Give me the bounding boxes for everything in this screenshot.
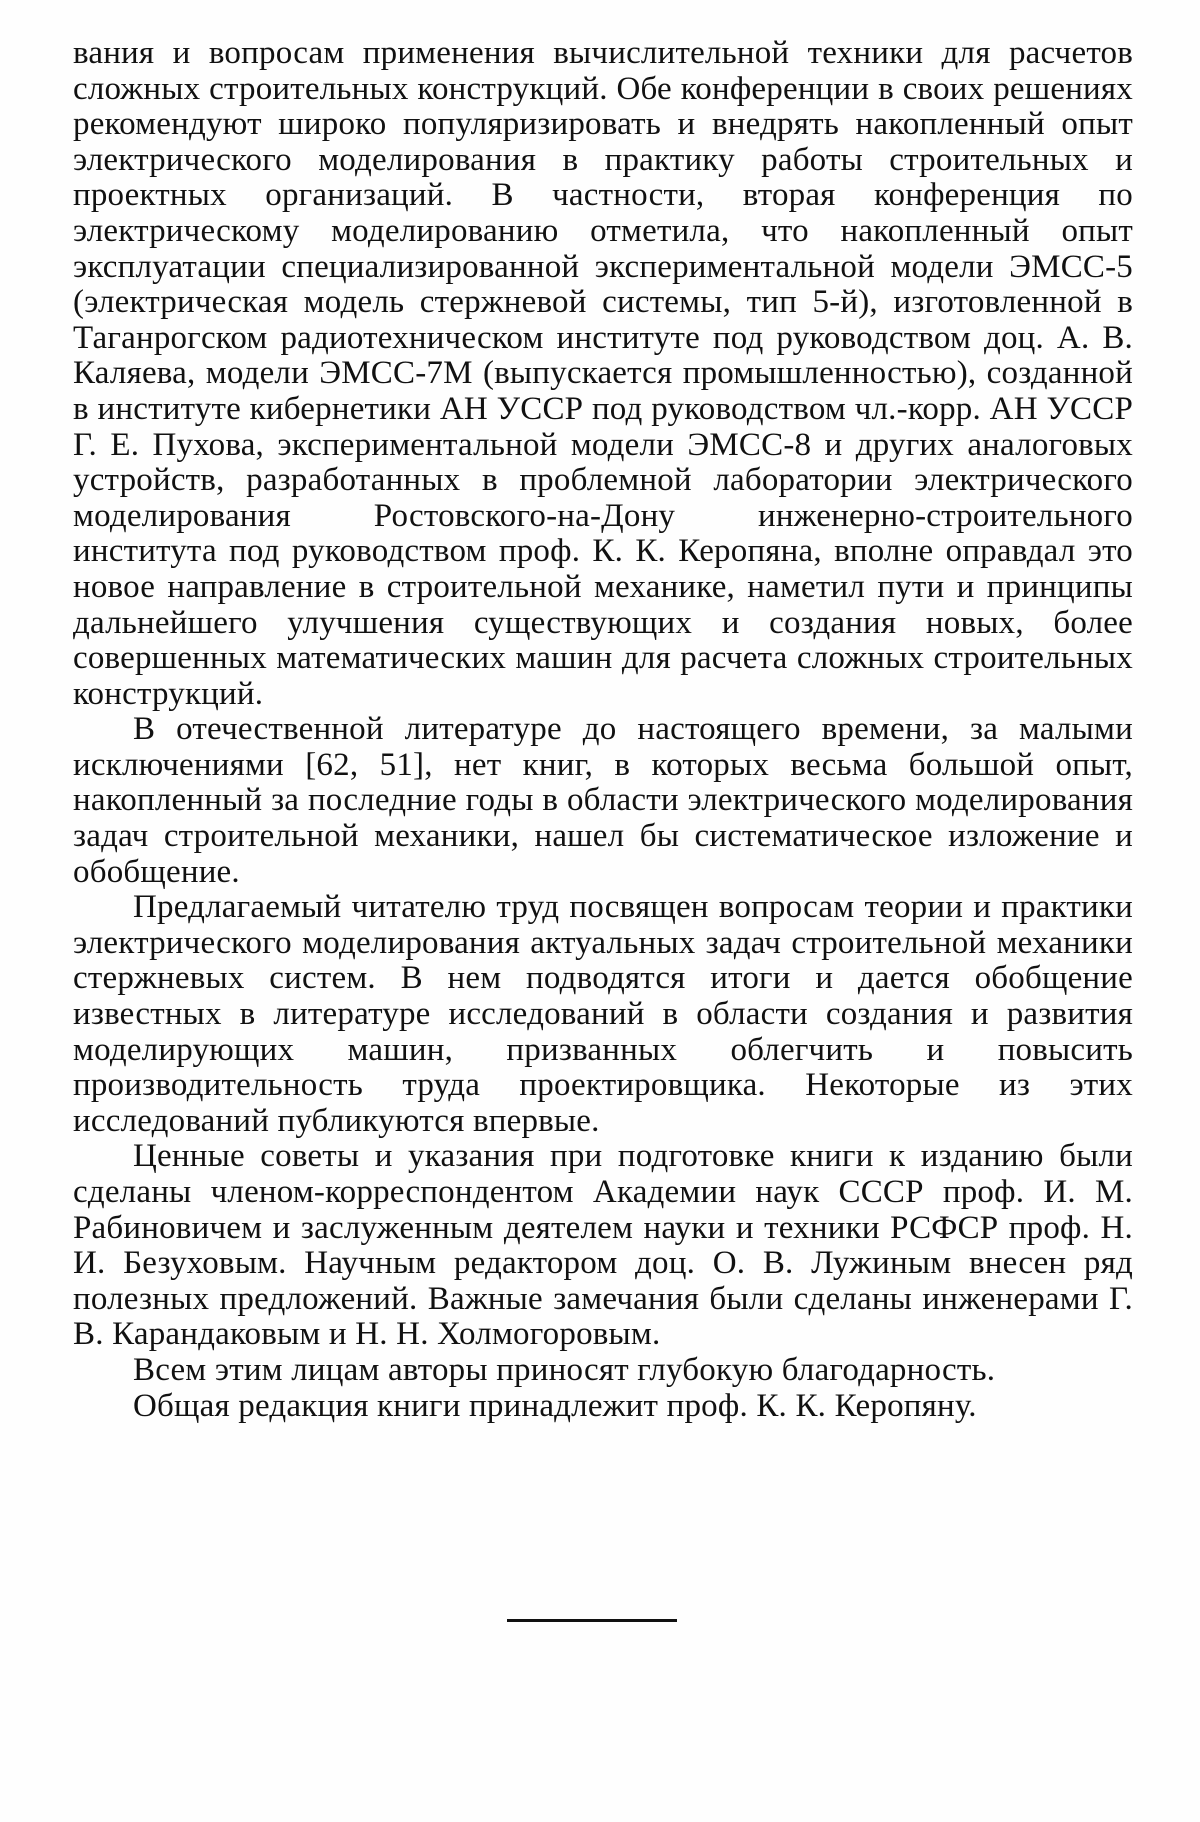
body-text <box>73 36 1133 1424</box>
paragraph-literature-review: В отечественной литературе до настоящего времени, за малыми исключениями [62, 51], нет книг, в которых весьма большой опыт, накопленный за последние годы в области электрического моделирования задач строительной механики, нашел бы систематическое изложение и обобщение. <box>73 711 1133 890</box>
paragraph-general-editor: Общая редакция книги принадлежит проф. К. К. Керопяну. <box>133 1387 977 1424</box>
paragraph-continuation: вания и вопросам применения вычислительной техники для расчетов сложных строительных конструкций. Обе конференции в своих решениях рекомендуют широко популяризировать и внедрять накопленный опыт электрического моделирования в практику работы строительных и проектных организаций. В частности, вторая конференция по электрическому моделированию отметила, что накопленный опыт эксплуатации специализированной экспериментальной модели ЭМСС-5 (электрическая модель стержневой системы, тип 5-й), изготовленной в Таганрогском радиотехническом институте под руководством доц. А. В. Каляева, модели ЭМСС-7М (выпускается промышленностью), созданной в институте кибернетики АН УССР под руководством чл.-корр. АН УССР Г. Е. Пухова, экспериментальной модели ЭМСС-8 и других аналоговых устройств, разработанных в проблемной лаборатории электрического моделирования Ростовского-на-Дону инженерно-строительного института под руководством проф. К. К. Керопяна, вполне оправдал это новое направление в строительной механике, наметил пути и принципы дальнейшего улучшения существующих и создания новых, более совершенных математических машин для расчета сложных строительных конструкций. <box>73 35 1133 712</box>
paragraph-acknowledgments: Ценные советы и указания при подготовке книги к изданию были сделаны членом-корреспондентом Академии наук СССР проф. И. М. Рабиновичем и заслуженным деятелем науки и техники РСФСР проф. Н. И. Безуховым. Научным редактором доц. О. В. Лужиным внесен ряд полезных предложений. Важные замечания были сделаны инженерами Г. В. Карандаковым и Н. Н. Холмогоровым. <box>73 1138 1133 1353</box>
paragraph-gratitude: Всем этим лицам авторы приносят глубокую благодарность. <box>133 1351 996 1388</box>
section-separator-rule <box>507 1619 677 1622</box>
paragraph-book-purpose: Предлагаемый читателю труд посвящен вопросам теории и практики электрического моделирования актуальных задач строительной механики стержневых систем. В нем подводятся итоги и дается обобщение известных в литературе исследований в области создания и развития моделирующих машин, призванных облегчить и повысить производительность труда проектировщика. Некоторые из этих исследований публикуются впервые. <box>73 889 1133 1139</box>
